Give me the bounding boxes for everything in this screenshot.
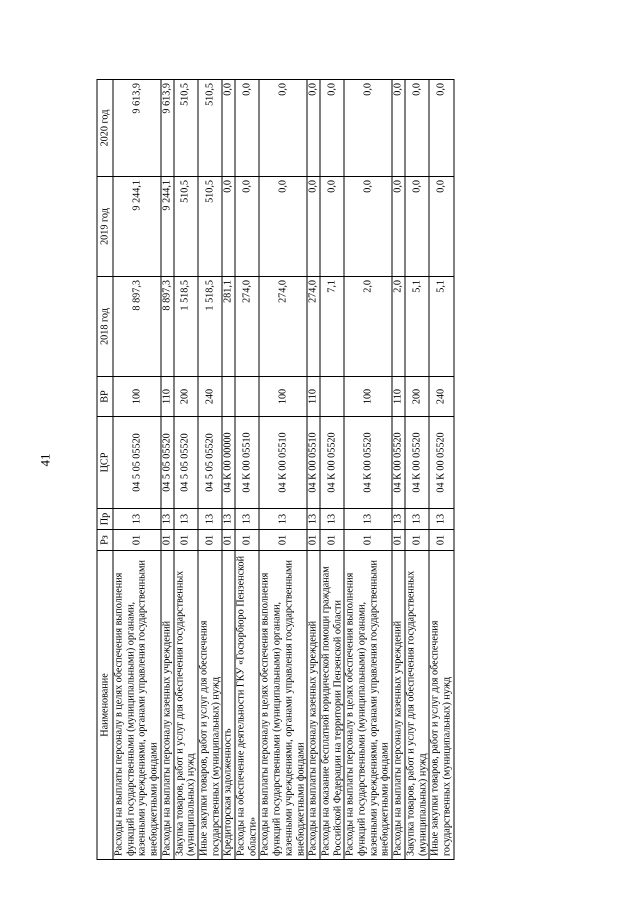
row-2018: 2,0	[392, 277, 405, 377]
row-2020: 0,0	[405, 80, 429, 177]
row-2018: 1 518,5	[198, 277, 222, 377]
table-row	[392, 80, 405, 860]
row-name: Закупка товаров, работ и услуг для обеспечения государственных (муниципальных) нужд	[174, 551, 198, 860]
row-rz: 01	[198, 530, 222, 551]
row-pr: 13	[259, 509, 307, 530]
row-2018: 274,0	[235, 277, 259, 377]
budget-table	[97, 79, 455, 860]
row-2020: 0,0	[344, 80, 392, 177]
row-pr: 13	[198, 509, 222, 530]
row-name: Иные закупки товаров, работ и услуг для обеспечения государственных (муниципальных) нужд	[429, 551, 453, 860]
table-header-row	[97, 80, 113, 860]
row-csr: 04 5 05 05520	[161, 417, 174, 509]
header-name: Наименование	[97, 551, 113, 860]
row-2020: 0,0	[307, 80, 320, 177]
row-2020: 0,0	[222, 80, 235, 177]
row-2019: 0,0	[235, 177, 259, 277]
row-2018: 2,0	[344, 277, 392, 377]
row-name: Расходы на выплаты персоналу в целях обеспечения выполнения функций государственными (муниципальными) органами, казенными учреждениями, органами управления государственными внебюджетными фондами	[113, 551, 161, 860]
row-csr: 04 К 00 00000	[222, 417, 235, 509]
header-vr: ВР	[97, 377, 113, 417]
header-2018: 2018 год	[97, 277, 113, 377]
row-2020: 0,0	[259, 80, 307, 177]
row-vr	[222, 377, 235, 417]
row-2019: 0,0	[307, 177, 320, 277]
row-2019: 510,5	[198, 177, 222, 277]
row-rz: 01	[307, 530, 320, 551]
row-csr: 04 5 05 05520	[113, 417, 161, 509]
row-2019: 0,0	[320, 177, 344, 277]
row-2020: 0,0	[320, 80, 344, 177]
rotated-table-container	[97, 80, 544, 860]
row-vr: 100	[344, 377, 392, 417]
row-vr: 110	[392, 377, 405, 417]
row-pr: 13	[235, 509, 259, 530]
row-name: Иные закупки товаров, работ и услуг для обеспечения государственных (муниципальных) нужд	[198, 551, 222, 860]
row-pr: 13	[161, 509, 174, 530]
row-2018: 7,1	[320, 277, 344, 377]
row-csr: 04 5 05 05520	[198, 417, 222, 509]
row-rz: 01	[161, 530, 174, 551]
row-name: Расходы на выплаты персоналу казенных учреждений	[161, 551, 174, 860]
row-csr: 04 К 00 05520	[429, 417, 453, 509]
table-row	[259, 80, 307, 860]
table-row	[222, 80, 235, 860]
row-pr: 13	[429, 509, 453, 530]
row-2019: 0,0	[405, 177, 429, 277]
row-csr: 04 К 00 05520	[320, 417, 344, 509]
row-2018: 8 897,3	[113, 277, 161, 377]
table-row	[307, 80, 320, 860]
row-vr: 240	[429, 377, 453, 417]
row-2019: 9 244,1	[161, 177, 174, 277]
row-2020: 510,5	[174, 80, 198, 177]
row-rz: 01	[222, 530, 235, 551]
row-2018: 5,1	[429, 277, 453, 377]
row-name: Расходы на выплаты персоналу в целях обеспечения выполнения функций государственными (муниципальными) органами, казенными учреждениями, органами управления государственными внебюджетными фондами	[259, 551, 307, 860]
row-csr: 04 К 00 05510	[235, 417, 259, 509]
row-name: Расходы на выплаты персоналу казенных учреждений	[392, 551, 405, 860]
row-2018: 5,1	[405, 277, 429, 377]
header-csr: ЦСР	[97, 417, 113, 509]
row-2018: 274,0	[307, 277, 320, 377]
table-row	[174, 80, 198, 860]
row-rz: 01	[392, 530, 405, 551]
row-rz: 01	[429, 530, 453, 551]
row-2018: 274,0	[259, 277, 307, 377]
row-name: Расходы на обеспечение деятельности ГКУ «Госюрбюро Пензенской области»	[235, 551, 259, 860]
row-vr: 110	[161, 377, 174, 417]
row-rz: 01	[320, 530, 344, 551]
row-name: Кредиторская задолженность	[222, 551, 235, 860]
row-vr: 110	[307, 377, 320, 417]
header-2019: 2019 год	[97, 177, 113, 277]
row-csr: 04 К 00 05520	[405, 417, 429, 509]
row-vr	[320, 377, 344, 417]
table-row	[161, 80, 174, 860]
table-row	[344, 80, 392, 860]
row-vr: 240	[198, 377, 222, 417]
row-rz: 01	[259, 530, 307, 551]
row-2018: 281,1	[222, 277, 235, 377]
row-csr: 04 К 00 05510	[259, 417, 307, 509]
row-csr: 04 5 05 05520	[174, 417, 198, 509]
row-rz: 01	[174, 530, 198, 551]
table-row	[198, 80, 222, 860]
row-2019: 510,5	[174, 177, 198, 277]
row-vr: 200	[174, 377, 198, 417]
row-pr: 13	[320, 509, 344, 530]
row-csr: 04 К 00 05520	[392, 417, 405, 509]
row-2018: 1 518,5	[174, 277, 198, 377]
header-2020: 2020 год	[97, 80, 113, 177]
row-2020: 0,0	[235, 80, 259, 177]
row-name: Расходы на оказание бесплатной юридической помощи гражданам Российской Федерации на территории Пензенской области	[320, 551, 344, 860]
row-2018: 8 897,3	[161, 277, 174, 377]
row-2019: 0,0	[344, 177, 392, 277]
row-2019: 9 244,1	[113, 177, 161, 277]
table-row	[429, 80, 453, 860]
page-number: 41	[37, 453, 53, 467]
row-rz: 01	[405, 530, 429, 551]
row-pr: 13	[405, 509, 429, 530]
row-pr: 13	[222, 509, 235, 530]
header-pr: Пр	[97, 509, 113, 530]
row-2019: 0,0	[222, 177, 235, 277]
row-2020: 510,5	[198, 80, 222, 177]
table-row	[113, 80, 161, 860]
row-2020: 0,0	[429, 80, 453, 177]
row-vr: 200	[405, 377, 429, 417]
row-2019: 0,0	[259, 177, 307, 277]
row-pr: 13	[344, 509, 392, 530]
row-csr: 04 К 00 05510	[307, 417, 320, 509]
row-vr: 100	[113, 377, 161, 417]
row-name: Расходы на выплаты персоналу казенных учреждений	[307, 551, 320, 860]
row-vr	[235, 377, 259, 417]
header-rz: Рз	[97, 530, 113, 551]
row-2020: 9 613,9	[161, 80, 174, 177]
row-csr: 04 К 00 05520	[344, 417, 392, 509]
row-name: Закупка товаров, работ и услуг для обеспечения государственных (муниципальных) нужд	[405, 551, 429, 860]
table-row	[320, 80, 344, 860]
row-2020: 9 613,9	[113, 80, 161, 177]
row-2019: 0,0	[392, 177, 405, 277]
row-rz: 01	[113, 530, 161, 551]
row-2020: 0,0	[392, 80, 405, 177]
row-pr: 13	[307, 509, 320, 530]
table-row	[235, 80, 259, 860]
row-vr: 100	[259, 377, 307, 417]
row-2019: 0,0	[429, 177, 453, 277]
row-name: Расходы на выплаты персоналу в целях обеспечения выполнения функций государственными (муниципальными) органами, казенными учреждениями, органами управления государственными внебюджетными фондами	[344, 551, 392, 860]
row-pr: 13	[392, 509, 405, 530]
row-pr: 13	[174, 509, 198, 530]
row-rz: 01	[344, 530, 392, 551]
table-row	[405, 80, 429, 860]
row-rz: 01	[235, 530, 259, 551]
row-pr: 13	[113, 509, 161, 530]
